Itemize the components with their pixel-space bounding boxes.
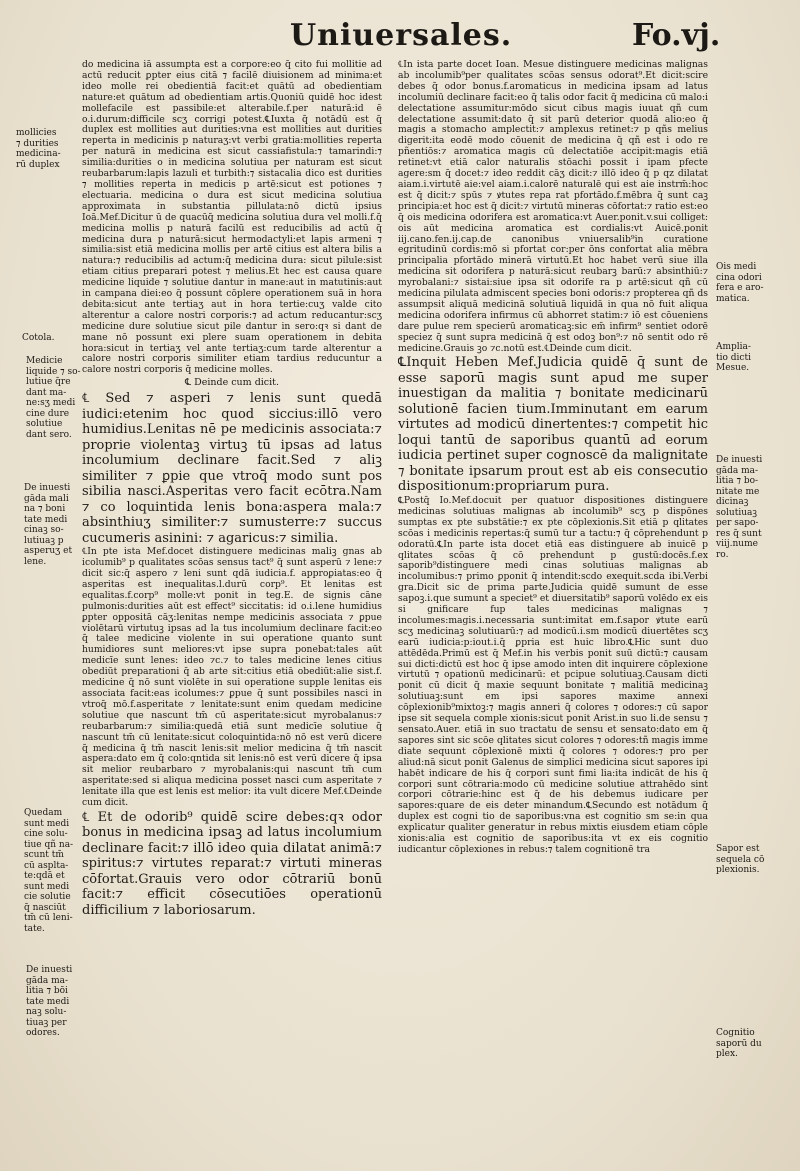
margin-line: tate medi — [24, 514, 68, 525]
margin-line: Medicie — [26, 356, 63, 366]
margin-line: cie solutie — [24, 892, 71, 902]
paragraph: ℄In pte ista Mef.docet distinguere medicinas maliꝫ gnas ab icolumib⁹ p qualitates scōas sensus tact⁹ q̄ sunt asperū ⁊ lene:⁊ dicit sic:q̄ aspero ⁊ leni sunt qdā iudicia.f. approꝑiatas:eo q̄ asperitas est inequalitas.l.durū corp⁹. Et lenitas est equalitas.f.corp⁹ molle:vt ponit in teg.E. de signis cāne pulmonis:durities aūt est effect⁹ siccitatis: id o.i.lene humidius ꝑpter oppositā cāʒ:lenitas nempe medicinis associata ⁊ ꝑpue violētarū virtutuꝫ ipsas ad la tus incolumium declinare facit:eo q̄ talee medicine violente in sui operatione quanto sunt humidiores sunt meliores:vt ipse supra ponebat:tales aūt medicīe sunt lenes: ideo ⁊c.⁊ to tales medicine lenes citius obediūt preparationi q̄ ab arte sit:citius etiā obediūt:alie sist.f. medicine q̄ nō sunt violēte in sui operatione supple lenitas eis associata facit:eas icolumes:⁊ ꝑpue q̄ sunt possibiles nasci in vtroq̄ mō.f.asperitate ⁊ lenitate:sunt enim quedam medicine solutiue que nascunt tm̄ cū asperitate:sicut myrobalanus:⁊ reubarbarum:⁊ similia:quedā etiā sunt medicīe solutiue q̄ nascunt tm̄ cū lenitate:sicut coloquintida:nō nō est verū dicere q̄ medicina q̄ tm̄ nascit lenis:sit melior medicina q̄ tm̄ nascit aspera:dato em q̄ colo:qntida sit lenis:nō est verū dicere q̄ ipsa sit melior reubarbaro ⁊ myrobalanis:qui nascunt tm̄ cum asperitate:sed si aliqua medicina posset nasci cum asperitate ⁊ lenitate illa que est lenis est melior: ita vult dicere Mef.℄Deinde cum dicit. — [82, 546, 382, 809]
margin-line: naꝫ solu- — [26, 1007, 67, 1017]
margin-line: litia ⁊ bo- — [716, 476, 759, 486]
margin-line: sequela cō — [716, 854, 765, 865]
margin-note — [24, 483, 82, 567]
section-cue: ℄ Deinde cum dicit. — [184, 377, 280, 389]
paragraph: ℄In ista parte docet Ioan. Mesue distinguere medicinas malignas ab incolumib⁹per qualitates scōas sensus odorat⁹.Et dicit:scire debes q̄ odor bonus.f.aromaticus in medicina ipsam ad latus incolumiū declinare facit:eo q̄ talis odor facit q̄ medicina cū malo:i delectatione assumitur:mōdo sicut cibus magis iuuat qñ cum delectatione assumit:dato q̄ sit parū deterior quodā alio:eo q̄ magis a stomacho amplectit:⁊ amplexus retinet:⁊ p qñs melius digerit:ita eodē modo cōuenit de medicina q̄ qñ est i odo re pñentiōs:⁊ aromatica magis cū delectatiōe accipit:magis etiā retinet:vt etiā calor naturalis stōachi possit i ipam pfecte agere:sm q̄ docet:⁊ ideo reddit cāʒ dicit:⁊ illō ideo q̄ p qz dilatat aiam.i.virtutē aie:vel aiam.i.calorē naturalē qui est aie instrm̄:hoc est q̄ dicit:⁊ spūs ⁊ ꝟtutes repa rat pfortādo.f.mēbra q̄ sunt caꝫ principia:et hoc est q̄ dicit:⁊ virtutū mineras cōfortat:⁊ ratio est:eo q̄ ois medicina odorifera est aromatica:vt Auer.ponit.v.sui colliget: ois aūt medicina aromatica est cordialis:vt Auicē.ponit iij.cano.fen.ij.cap.de canonibus vniuersalib⁹in curatione egritudinū cordis:mō si pfortat cor:per ōns confortat alia mēbra principalia pfortādo minerā virtutū.Et hoc habet verū siue illa medicina sit odorifera p naturā:sicut reubarꝫ barū:⁊ absinthiū:⁊ myrobalani:⁊ sistai:siue ipsa sit odorife ra p artē:sicut qñ cū medicina pilulata admiscent species boni odoris:⁊ propterea qñ ds assumpsit aliquā medicinā solutiuā liquidā in qua nō fuit aliqua medicina odorifera infirmus cū abhorret statim:⁊ iō est cōueniens dare pulue rem specierū aromaticaꝫ:sic em̄ infirm⁹ sentiet odorē speciez q̄ sunt supra medicinā q̄ est odoꝫ bon⁹:⁊ nō sentit odo rē medicine.Grauis ꝫo ⁊c.notū est.℄Deinde cum dicit. — [398, 60, 708, 354]
margin-line: sunt medi — [24, 881, 70, 892]
margin-line: litia ⁊ bōi — [26, 986, 68, 996]
margin-line: tiue qñ na- — [24, 839, 74, 850]
margin-line: cina odori — [716, 272, 762, 283]
margin-line: Amplia- — [716, 342, 751, 352]
margin-line: Cotola. — [22, 333, 55, 343]
margin-line: De inuesti — [716, 455, 763, 465]
margin-line: plexionis. — [716, 865, 760, 875]
margin-line: cū asplta- — [24, 860, 69, 871]
margin-line: tiuaꝫ per — [26, 1017, 67, 1028]
margin-note — [716, 844, 792, 876]
paragraph: do medicina iā assumpta est a corpore:eo q̄ cito fui mollitie ad actū reducit ꝑpter eius citā ⁊ facilē diuisionem ad minima:et ideo molle rei obedientiā facit:et quātū ad obedientiam nature:et quātum ad obedientiam artis.Quoniū quidē hoc idest mollefacile est passibile:et alterabile.f.per naturā:id ē o.i.durum:difficile scʒ corrigi potest.℄Iuxta q̄ notādū est q̄ duplex est mollities aut durities:vna est mollities aut durities reperta in medicinis p naturaʒ:vt verbi gratia:mollities reperta per naturā in medicina est sicut cassiafistula:⁊ tamarindi:⁊ similia:durities o in medicina solutiua per naturam est sicut reubarbarum:lapis lazuli et turbith:⁊ sistacalia dico est durities ⁊ mollities reperta in medicis p artē:sicut est potiones ⁊ electuaria. medicina o dura est sicut medicina solutiua approximata in substantia pillulata:nō dictū ipsius Ioā.Mef.Dicitur ū de quacūq̄ medicina solutiua dura vel molli.f.q̄ medicina mollis p naturā facilū est reducibilis ad actū q̄ medicina dura p naturā:sicut hermodactyli:et lapis armeni ⁊ similia:sist etiā medicina mollis per artē citius est altera bilis a natura:⁊ reducibilis ad actum:q̄ medicina dura: sicut pilule:sist etiam citius preparari potest ⁊ melius.Et hec est causa quare medicine liquide ⁊ solutiue dantur in mane:aut in matutinis:aut in campana diei:eo q̄ possunt cōplere operationem suā in hora debita:sicut ante tertiaʒ aut in hora tertie:cuʒ valde cito alterentur a calore nostri corporis:⁊ ad actum reducantur:scʒ medicine dure solutiue sicut pile dantur in sero:qꝛ si dant de mane nō possunt exi plere suam operationem in debita hora:sicut in tertiaʒ vel ante tertiaʒ:cum tarde alterentur a calore nostri corporis similiter etiam tardius reducuntur a calore nostri corporis q̄ medicine molles. — [82, 60, 382, 376]
margin-line: mollicies — [16, 128, 57, 138]
margin-line: rū duplex — [16, 159, 60, 170]
margin-line: gāda ma- — [26, 975, 69, 986]
margin-line: q̄ nasciūt — [24, 902, 66, 913]
margin-line: saporū du — [716, 1038, 762, 1049]
margin-line: scunt tm̄ — [24, 850, 64, 860]
right-text-column — [398, 60, 708, 1160]
margin-line: sunt medi — [24, 818, 70, 829]
left-text-column — [82, 60, 382, 1160]
lemma-paragraph: ℄ Et de odorib⁹ quidē scire debes:qꝛ odor bonus in medicina ipsaꝫ ad latus incolumium declinare facit:⁊ illō ideo quia dilatat animā:⁊ spiritus:⁊ virtutes reparat:⁊ virtuti mineras cōfortat.Grauis vero odor cōtrariū bonū facit:⁊ efficit cōsecutiōes operationū difficilium ⁊ laboriosarum. — [82, 809, 382, 918]
margin-line: tate medi — [26, 996, 70, 1007]
margin-note — [716, 1028, 792, 1060]
margin-note — [26, 356, 82, 440]
margin-line: Mesue. — [716, 363, 750, 373]
margin-line: asperuʒ et — [24, 546, 73, 556]
margin-line: lutiuaꝫ p — [24, 535, 64, 546]
margin-line: medicina- — [16, 149, 61, 159]
lemma-paragraph: ℄Inquit Heben Mef.Judicia quidē q̄ sunt de esse saporū magis sunt apud me super inuestigan da malitia ⁊ bonitate medicinarū solutionē facien tium.Imminutant em earum virtutes ad modicū dinertentes:⁊ competit hic loqui tantū de saporibus quantū ad eorum iudicia pertinet super cognoscē da malignitate ⁊ bonitate ipsarum prout est ab eis consecutio dispositionum:propriarum pura. — [398, 355, 708, 495]
margin-line: fera e aro- — [716, 283, 764, 293]
margin-line: ne:sʒ medi — [26, 398, 76, 408]
margin-line: matica. — [716, 293, 750, 304]
margin-line: De inuesti — [24, 483, 71, 493]
margin-note — [26, 965, 84, 1039]
margin-line: Cognitio — [716, 1028, 755, 1038]
margin-line: ro. — [716, 549, 729, 560]
margin-line: nitate me — [716, 486, 760, 497]
margin-line: lutiue q̄re — [26, 377, 71, 387]
margin-line: odores. — [26, 1028, 60, 1038]
margin-line: dant ma- — [26, 387, 67, 398]
margin-line: solutiuaꝫ — [716, 507, 757, 518]
margin-note — [716, 342, 792, 374]
margin-note — [16, 128, 80, 170]
margin-line: solutiue — [26, 419, 63, 429]
margin-line: De inuesti — [26, 965, 73, 975]
margin-line: tate. — [24, 923, 45, 934]
margin-note — [22, 333, 80, 344]
margin-line: gāda mali — [24, 493, 69, 504]
margin-note — [24, 808, 82, 934]
margin-line: liquide ⁊ so- — [26, 366, 81, 377]
margin-line: plex. — [716, 1049, 738, 1059]
margin-line: lene. — [24, 556, 47, 567]
margin-line: te:qdā et — [24, 871, 65, 881]
margin-line: cine dure — [26, 408, 70, 419]
margin-line: cinaꝫ so- — [24, 525, 64, 535]
paragraph: ℄Postq̄ Io.Mef.docuit per quatuor dispositiones distinguere medicinas solutiuas malignas ab incolumib⁹ scʒ p dispōnes sumptas ex pte substātie:⁊ ex pte cōplexionis.Sit etiā p qlitates scōas i medicinis repertas:q̄ sumū tur a tactu:⁊ q̄ cōprehendunt p odoratū.℄In parte ista docet etiā eas distinguere ab inuicē p qlitates scōas q̄ cō prehendunt p gustū:docēs.f.ex saporib⁹distinguere medi cinas solutiuas malignas ab incolumibus:⁊ primo ꝑponit q̄ intendit:scdo exequit.scda ibi.Verbi gra.Dicit sic de prima parte.Judicia quidē sumunt de esse sapoꝫ.i.que sumunt a speciet⁹ et diuersitatib⁹ saporū volēdo ex eis si gnificare fup tales medicinas malignas ⁊ incolumes:magis.i.necessaria sunt:imitat em.f.sapor ꝟtute earū scʒ medicinaꝫ solutiuarū:⁊ ad modicū.i.sm modicū diuertētes scʒ earū iudicia:p:iout.i.q̄ ꝑpria est huic libro.℄Hic sunt duo attēdēda.Primū est q̄ Mef.in his verbis ponit suū dictū:⁊ causam sui dicti:dictū est hoc q̄ ipse amodo inten dit inquirere cōplexione virtutū ⁊ opationū medicinarū: et pcipue solutiuaꝫ.Causam dicti ponit cū dicit q̄ maxie sequunt bonitate ⁊ malitiā medicinaꝫ solutiuaꝫ:sunt em ipsi sapores maxime annexi cōplexionib⁹mixtoꝫ:⁊ magis anneri q̄ colores ⁊ odores:⁊ cū sapor ipse sit sequela comple xionis:sicut ponit Arist.in suo li.de sensu ⁊ sensato.Auer. etiā in suo tractatu de sensu et sensato:dato em q̄ sapores sint sic scōe qlitates sicut colores ⁊ odores:tñ magis imme diate sequunt cōplexionē mixti q̄ colores ⁊ odores:⁊ pro per aliud:nā sicut ponit Galenus de simplici medicina sicut sapores ipi habēt indicare de his q̄ corpori sunt fimi lia:ita indicāt de his q̄ corpori sunt cōtraria:modo cū medicine solutiue attrahēdo sint corpori cōtrarie:hinc est q̄ de his debemus iudicare per sapores:quare de eis deter minandum.℄Secundo est notādum q̄ duplex est cogni tio de saporibus:vna est cognitio sm se:in qua explicatur qualiter generatur in rebus mixtis eiusdem etiam cōple xionis:alia est cognitio de saporibus:ita vt ex eis cognitio iudicantur cōplexiones in rebus:⁊ talem cognitionē tra — [398, 494, 708, 855]
margin-line: viij.nume — [716, 539, 758, 549]
lemma-paragraph: ℄ Sed ⁊ asperi ⁊ lenis sunt quedā iudici:etenim hoc quod siccius:illō vero humidius.Lenitas nē pe medicinis associata:⁊ proprie violentaꝫ virtuꝫ tū ipsas ad latus incolumium declinare facit.Sed ⁊ aliꝫ similiter ⁊ ꝑpie que vtroq̄ modo sunt pos sibilia nasci.Asperitas vero facit ecōtra.Nam ⁊ co loquintida lenis bona:aspera mala:⁊ absinthiuʒ similiter:⁊ sumusterre:⁊ succus cucumeris asinini: ⁊ agaricus:⁊ similia. — [82, 391, 382, 546]
margin-note — [716, 262, 792, 304]
margin-line: dicinaꝫ — [716, 497, 749, 507]
margin-line: cine solu- — [24, 829, 68, 839]
margin-line: gāda ma- — [716, 465, 759, 476]
margin-note — [716, 455, 792, 560]
margin-line: ⁊ durities — [16, 138, 59, 149]
margin-line: Ois medi — [716, 262, 757, 272]
margin-line: Quedam — [24, 808, 63, 818]
folio-number: Fo.vj. — [632, 18, 721, 53]
margin-line: dant sero. — [26, 429, 72, 440]
margin-line: tm̄ cū leni- — [24, 913, 73, 923]
margin-line: Sapor est — [716, 844, 760, 854]
running-title: Uniuersales. — [290, 18, 513, 53]
margin-line: na ⁊ boni — [24, 504, 66, 514]
margin-line: per sapo- — [716, 518, 759, 528]
margin-line: res q̄ sunt — [716, 528, 762, 539]
margin-line: tio dicti — [716, 352, 751, 363]
